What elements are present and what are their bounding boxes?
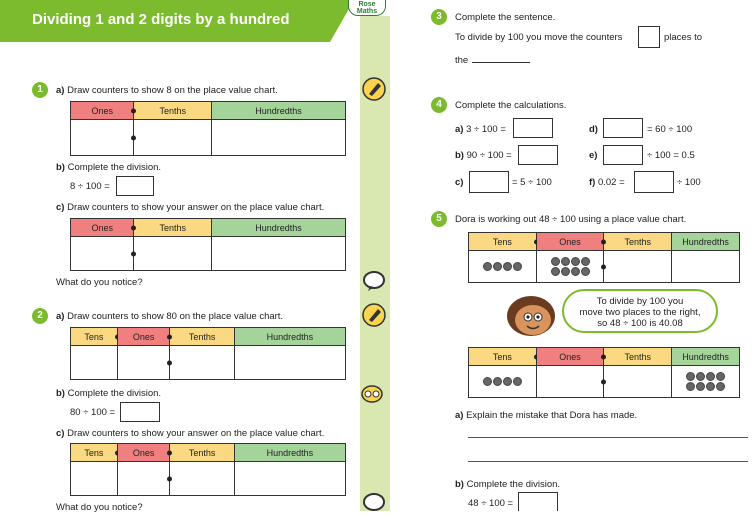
- speech-bubble: To divide by 100 you move two places to the right, so 48 ÷ 100 is 40.08: [562, 289, 718, 333]
- answer-box[interactable]: [638, 26, 660, 48]
- q5-b-text: b) Complete the division.: [455, 479, 561, 490]
- logo: Rose Maths: [348, 0, 386, 16]
- question-number: 1: [32, 82, 48, 98]
- q4-d-eq: = 60 ÷ 100: [647, 124, 693, 135]
- cell: [672, 251, 740, 283]
- q1-notice: What do you notice?: [56, 277, 143, 288]
- cell: [604, 251, 672, 283]
- q3-text: Complete the sentence.: [455, 12, 556, 23]
- question-number: 3: [431, 9, 447, 25]
- place-value-chart: [70, 443, 346, 496]
- header-hundredths: Hundredths: [212, 219, 346, 237]
- place-value-chart: [468, 232, 740, 283]
- speech-bubble-icon: [361, 268, 387, 299]
- header-ones: Ones: [536, 233, 604, 251]
- header-tens: Tens: [71, 444, 118, 462]
- answer-box[interactable]: [513, 118, 553, 138]
- header-ones: Ones: [117, 328, 170, 346]
- question-number: 5: [431, 211, 447, 227]
- place-value-chart: [468, 347, 740, 398]
- q4-d: d): [589, 124, 598, 135]
- q4-a: a) 3 ÷ 100 =: [455, 124, 506, 135]
- cell-tens: [469, 366, 537, 398]
- q4-f: f) 0.02 =: [589, 177, 625, 188]
- header-tenths: Tenths: [604, 233, 672, 251]
- cell-ones: [536, 251, 604, 283]
- cell[interactable]: [117, 346, 170, 380]
- q1-c-text: c) Draw counters to show your answer on the place value chart.: [56, 202, 325, 213]
- answer-box[interactable]: [634, 171, 674, 193]
- cell[interactable]: [71, 120, 134, 156]
- answer-box[interactable]: [518, 145, 558, 165]
- question-number: 2: [32, 308, 48, 324]
- answer-line[interactable]: [468, 461, 748, 462]
- header-ones: Ones: [536, 348, 604, 366]
- q4-text: Complete the calculations.: [455, 100, 567, 111]
- q2-c-text: c) Draw counters to show your answer on the place value chart.: [56, 428, 325, 439]
- q5-a-text: a) Explain the mistake that Dora has made.: [455, 410, 638, 421]
- header-hundredths: Hundredths: [672, 348, 740, 366]
- cell[interactable]: [71, 237, 134, 271]
- header-ones: Ones: [71, 219, 134, 237]
- cell[interactable]: [234, 462, 345, 496]
- answer-box[interactable]: [518, 492, 558, 511]
- header-hundredths: Hundredths: [672, 233, 740, 251]
- pencil-icon: [361, 302, 387, 333]
- header-tens: Tens: [469, 233, 537, 251]
- cell[interactable]: [170, 462, 234, 496]
- q1-b-text: b) Complete the division.: [56, 162, 162, 173]
- dora-character: [504, 296, 558, 343]
- place-value-chart: [70, 327, 346, 380]
- answer-line[interactable]: [468, 437, 748, 438]
- header-hundredths: Hundredths: [212, 102, 346, 120]
- cell: [604, 366, 672, 398]
- place-value-chart: [70, 101, 346, 156]
- cell: [536, 366, 604, 398]
- cell[interactable]: [71, 462, 118, 496]
- header-hundredths: Hundredths: [234, 444, 345, 462]
- q4-b: b) 90 ÷ 100 =: [455, 150, 512, 161]
- q4-f-eq2: ÷ 100: [677, 177, 701, 188]
- cell[interactable]: [212, 237, 346, 271]
- question-number: 4: [431, 97, 447, 113]
- header-ones: Ones: [71, 102, 134, 120]
- cell[interactable]: [234, 346, 345, 380]
- answer-box[interactable]: [469, 171, 509, 193]
- q1-a-text: a) Draw counters to show 8 on the place value chart.: [56, 85, 278, 96]
- q3-s1: To divide by 100 you move the counters: [455, 32, 623, 43]
- header-tenths: Tenths: [134, 219, 212, 237]
- think-icon: [360, 384, 384, 409]
- answer-box[interactable]: [120, 402, 160, 422]
- q5-text: Dora is working out 48 ÷ 100 using a place value chart.: [455, 214, 687, 225]
- cell[interactable]: [170, 346, 234, 380]
- cell[interactable]: [117, 462, 170, 496]
- cell-hundredths: [672, 366, 740, 398]
- header-tenths: Tenths: [604, 348, 672, 366]
- cell[interactable]: [71, 346, 118, 380]
- q1-eq: 8 ÷ 100 =: [70, 181, 110, 192]
- header-tens: Tens: [469, 348, 537, 366]
- cell[interactable]: [134, 237, 212, 271]
- q4-c-eq: = 5 ÷ 100: [512, 177, 552, 188]
- q2-b-text: b) Complete the division.: [56, 388, 162, 399]
- header-tens: Tens: [71, 328, 118, 346]
- answer-box[interactable]: [603, 118, 643, 138]
- q4-e: e): [589, 150, 598, 161]
- q2-notice: What do you notice?: [56, 502, 143, 513]
- q5-eq: 48 ÷ 100 =: [468, 498, 514, 509]
- q2-a-text: a) Draw counters to show 80 on the place value chart.: [56, 311, 284, 322]
- cell[interactable]: [134, 120, 212, 156]
- pencil-icon: [361, 76, 387, 107]
- q3-s2: places to: [664, 32, 703, 43]
- cell-tens: [469, 251, 537, 283]
- answer-box[interactable]: [603, 145, 643, 165]
- answer-line[interactable]: [472, 54, 530, 63]
- q2-eq: 80 ÷ 100 =: [70, 407, 116, 418]
- page-title-banner: [0, 0, 330, 42]
- header-tenths: Tenths: [170, 328, 234, 346]
- answer-box[interactable]: [116, 176, 154, 196]
- cell[interactable]: [212, 120, 346, 156]
- q3-s3: the: [455, 55, 469, 66]
- page-title: Dividing 1 and 2 digits by a hundred: [32, 11, 290, 28]
- speech-bubble-icon: [361, 490, 387, 516]
- place-value-chart: [70, 218, 346, 271]
- header-tenths: Tenths: [134, 102, 212, 120]
- header-tenths: Tenths: [170, 444, 234, 462]
- header-hundredths: Hundredths: [234, 328, 345, 346]
- q4-e-eq: ÷ 100 = 0.5: [647, 150, 695, 161]
- q4-c: c): [455, 177, 464, 188]
- header-ones: Ones: [117, 444, 170, 462]
